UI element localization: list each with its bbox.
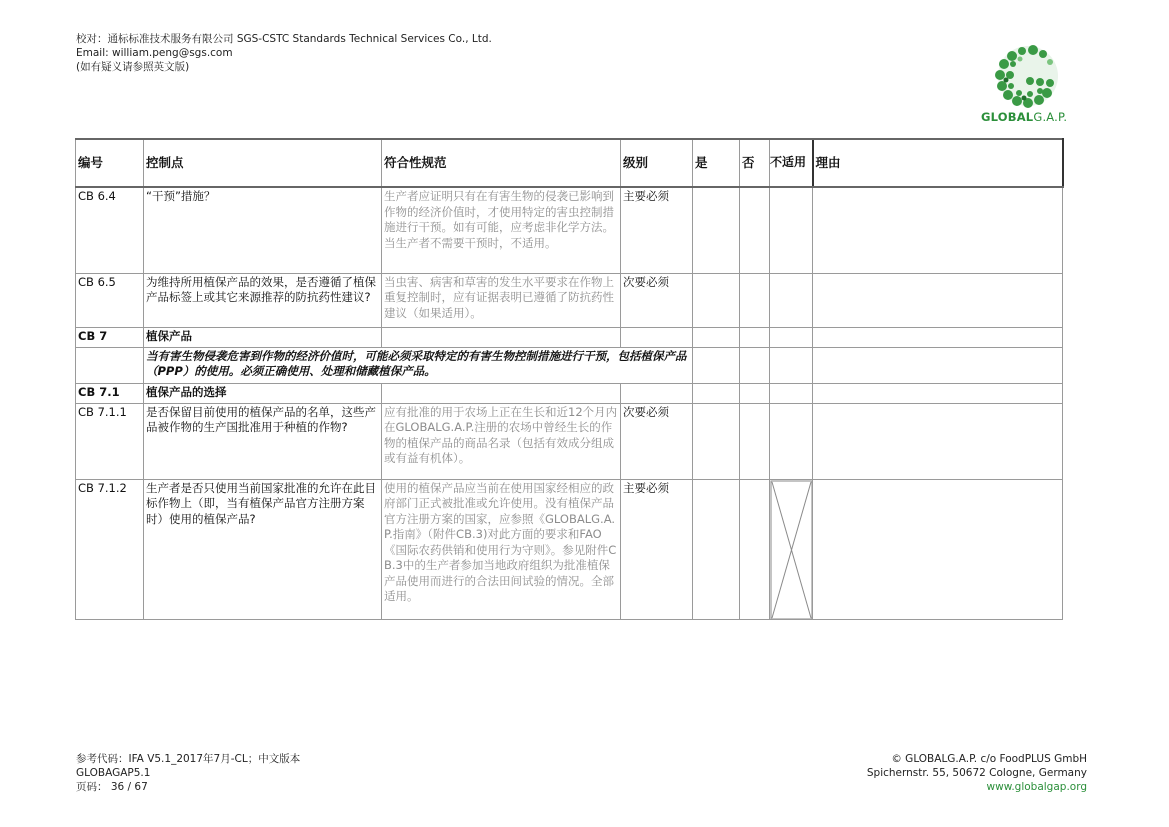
col-header-control: 控制点 [144,139,382,187]
row-yes-cell[interactable] [693,403,740,479]
row-no: CB 6.5 [76,273,144,327]
globalgap-logo-text: GLOBALG.A.P. [981,110,1068,124]
row-na-cell[interactable] [770,403,813,479]
footer-right [867,752,1087,794]
row-na-cell-crossed [770,479,813,619]
col-header-na: 不适用 [770,139,813,187]
subsection-row [76,383,1063,403]
section-intro-text: 当有害生物侵袭危害到作物的经济价值时，可能必须采取特定的有害生物控制措施进行干预，包括植保产品（PPP）的使用。必须正确使用、处理和储藏植保产品。 [144,347,693,383]
row-yes-cell[interactable] [693,273,740,327]
footer-copyright: © GLOBALG.A.P. c/o FoodPLUS GmbH [891,753,1087,765]
table-row [76,479,1063,619]
table-row [76,273,1063,327]
section-title: 植保产品 [144,327,382,347]
row-control: 为维持所用植保产品的效果，是否遵循了植保产品标签上或其它来源推荐的防抗药性建议? [144,273,382,327]
footer-ref-code: 参考代码：IFA V5.1_2017年7月-CL；中文版本 [76,753,301,765]
row-no-cell[interactable] [740,403,770,479]
col-header-criteria: 符合性规范 [382,139,621,187]
row-criteria: 生产者应证明只有在有害生物的侵袭已影响到作物的经济价值时，才使用特定的害虫控制措施进行干预。如有可能，应考虑非化学方法。当生产者不需要干预时，不适用。 [382,187,621,273]
row-no-cell[interactable] [740,479,770,619]
document-header [76,32,492,74]
row-level: 次要必须 [621,403,693,479]
section-intro-row [76,347,1063,383]
footer-website-link[interactable]: www.globalgap.org [986,781,1087,793]
row-yes-cell[interactable] [693,479,740,619]
table-row [76,403,1063,479]
row-criteria: 当虫害、病害和草害的发生水平要求在作物上重复控制时，应有证据表明已遵循了防抗药性建议（如果适用）。 [382,273,621,327]
header-note: (如有疑义请参照英文版) [76,61,190,73]
section-no: CB 7 [76,327,144,347]
subsection-no: CB 7.1 [76,383,144,403]
col-header-reason: 理由 [813,139,1063,187]
cross-out-icon [770,480,813,620]
col-header-yes: 是 [693,139,740,187]
row-no: CB 7.1.2 [76,479,144,619]
col-header-no: 编号 [76,139,144,187]
row-control: “干预”措施？ [144,187,382,273]
row-control: 生产者是否只使用当前国家批准的允许在此目标作物上（即，当有植保产品官方注册方案时）使用的植保产品? [144,479,382,619]
row-no: CB 6.4 [76,187,144,273]
footer-page-number: 页码： 36 / 67 [76,781,148,793]
row-na-cell[interactable] [770,273,813,327]
row-no-cell[interactable] [740,187,770,273]
row-no-cell[interactable] [740,273,770,327]
footer-left [76,752,300,794]
col-header-level: 级别 [621,139,693,187]
row-reason-cell[interactable] [813,273,1063,327]
subsection-title: 植保产品的选择 [144,383,382,403]
section-row [76,327,1063,347]
table-row [76,187,1063,273]
row-criteria: 应有批准的用于农场上正在生长和近12个月内在GLOBALG.A.P.注册的农场中曾经生长的作物的植保产品的商品名录（包括有效成分组成或有益有机体）。 [382,403,621,479]
checklist-table [75,138,1064,620]
row-yes-cell[interactable] [693,187,740,273]
row-na-cell[interactable] [770,187,813,273]
header-email: Email: william.peng@sgs.com [76,47,233,59]
row-reason-cell[interactable] [813,187,1063,273]
table-header-row [76,139,1063,187]
row-no: CB 7.1.1 [76,403,144,479]
row-reason-cell[interactable] [813,479,1063,619]
row-level: 主要必须 [621,479,693,619]
header-reviewer: 校对：通标标准技术服务有限公司 SGS-CSTC Standards Technical Services Co., Ltd. [76,33,492,45]
row-criteria: 使用的植保产品应当前在使用国家经相应的政府部门正式被批准或允许使用。没有植保产品官方注册方案的国家，应参照《GLOBALG.A.P.指南》（附件CB.3)对此方面的要求和FAO《国际农药供销和使用行为守则》。参见附件CB.3中的生产者参加当地政府组织为批准植保产品使用而进行的合法田间试验的情况。全部适用。 [382,479,621,619]
footer-address: Spichernstr. 55, 50672 Cologne, Germany [866,767,1087,779]
row-reason-cell[interactable] [813,403,1063,479]
row-level: 主要必须 [621,187,693,273]
row-control: 是否保留目前使用的植保产品的名单，这些产品被作物的生产国批准用于种植的作物? [144,403,382,479]
footer-version: GLOBAGAP5.1 [76,767,151,779]
row-level: 次要必须 [621,273,693,327]
col-header-no2: 否 [740,139,770,187]
